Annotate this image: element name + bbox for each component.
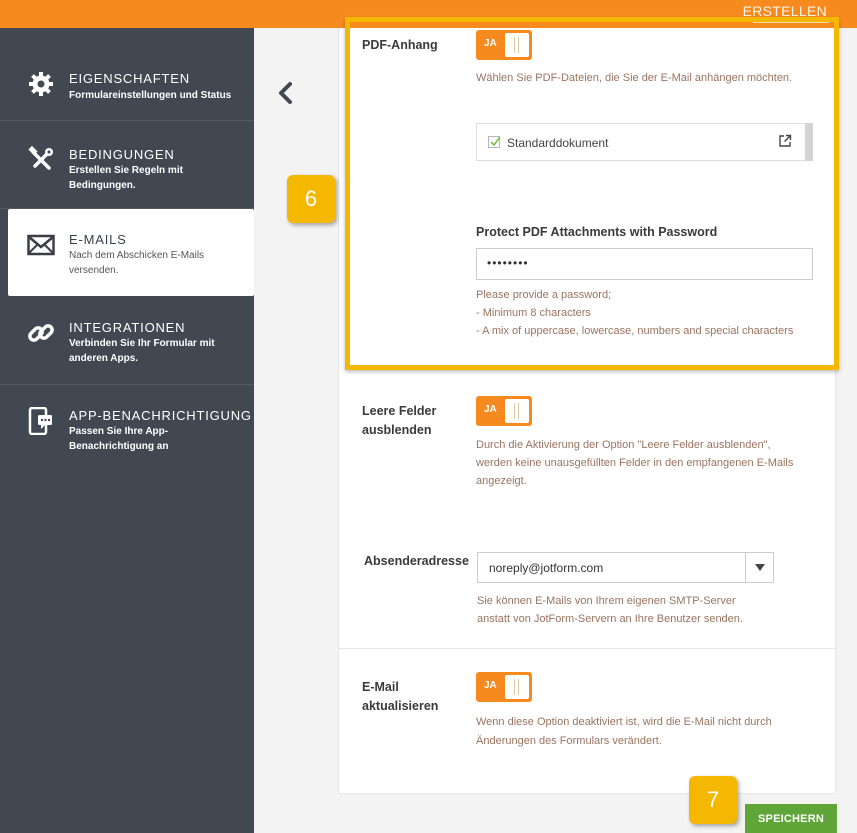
envelope-icon — [26, 230, 56, 260]
sidebar-item-title: E-MAILS — [69, 232, 127, 247]
step-badge-7: 7 — [689, 776, 737, 824]
mobile-notification-icon — [26, 406, 56, 436]
password-help-line: - A mix of uppercase, lowercase, numbers and special characters — [476, 325, 794, 337]
caret-down-icon[interactable] — [745, 553, 773, 582]
sender-address-value: noreply@jotform.com — [489, 561, 604, 575]
sidebar-item-desc: Verbinden Sie Ihr Formular mit anderen Apps. — [69, 338, 215, 364]
pdf-attachment-label: PDF-Anhang — [362, 38, 438, 52]
sender-address-select[interactable] — [477, 552, 774, 583]
sidebar-item-desc: Passen Sie Ihre App-Benachrichtigung an — [69, 426, 169, 452]
toggle-knob — [505, 675, 529, 699]
toggle-label: JA — [484, 38, 497, 49]
sidebar-item-title: BEDINGUNGEN — [69, 147, 175, 162]
password-help-line: Please provide a password; — [476, 289, 612, 301]
hide-empty-fields-help: Durch die Aktivierung der Option "Leere Felder ausblenden", — [476, 439, 771, 451]
sidebar-item-desc: Formulareinstellungen und Status — [69, 90, 232, 101]
hide-empty-fields-label: ausblenden — [362, 423, 432, 437]
sender-address-help: anstatt von JotForm-Servern an Ihre Benutzer senden. — [477, 613, 743, 625]
link-icon — [26, 318, 56, 348]
sidebar-item-desc: Nach dem Abschicken E-Mails versenden. — [69, 250, 205, 276]
section-divider — [339, 648, 835, 649]
hide-empty-fields-label: Leere Felder — [362, 404, 437, 418]
update-email-toggle[interactable] — [476, 672, 532, 702]
update-email-label: E-Mail — [362, 680, 399, 694]
pdf-attachment-help: Wählen Sie PDF-Dateien, die Sie der E-Mail anhängen möchten. — [476, 72, 793, 84]
toggle-knob — [505, 399, 529, 423]
sidebar-item-app-benachrichtigung[interactable] — [0, 385, 254, 475]
create-tab[interactable]: ERSTELLEN — [742, 3, 827, 19]
hide-empty-fields-toggle[interactable] — [476, 396, 532, 426]
sidebar-item-title: INTEGRATIONEN — [69, 320, 186, 335]
sender-address-label: Absenderadresse — [364, 554, 469, 568]
sidebar-item-integrationen[interactable] — [0, 296, 254, 385]
step-badge-6: 6 — [287, 175, 335, 223]
hide-empty-fields-help: angezeigt. — [476, 475, 527, 487]
pdf-password-value: •••••••• — [487, 256, 529, 270]
update-email-label: aktualisieren — [362, 699, 439, 713]
sidebar-item-desc: Erstellen Sie Regeln mit Bedingungen. — [69, 165, 183, 191]
sidebar-item-bedingungen[interactable] — [0, 121, 254, 209]
toggle-label: JA — [484, 680, 497, 691]
gear-icon — [26, 69, 56, 99]
settings-sidebar — [0, 28, 254, 833]
toggle-label: JA — [484, 404, 497, 415]
update-email-help: Wenn diese Option deaktiviert ist, wird die E-Mail nicht durch — [476, 716, 772, 728]
sidebar-item-emails[interactable] — [8, 209, 254, 296]
back-chevron-icon[interactable] — [272, 80, 300, 108]
update-email-help: Änderungen des Formulars verändert. — [476, 735, 662, 747]
document-name: Standarddokument — [507, 136, 609, 150]
sender-address-help: Sie können E-Mails von Ihrem eigenen SMTP-Server — [477, 595, 736, 607]
protect-pdf-label: Protect PDF Attachments with Password — [476, 225, 718, 239]
hide-empty-fields-help: werden keine unausgefüllten Felder in den empfangenen E-Mails — [476, 457, 794, 469]
sidebar-item-title: EIGENSCHAFTEN — [69, 71, 190, 86]
password-help-line: - Minimum 8 characters — [476, 307, 591, 319]
sidebar-item-eigenschaften[interactable] — [0, 28, 254, 121]
sidebar-item-title: APP-BENACHRICHTIGUNG — [69, 408, 252, 423]
tools-icon — [26, 145, 56, 175]
save-button[interactable]: SPEICHERN — [745, 804, 837, 833]
pdf-section-highlight — [345, 17, 839, 370]
